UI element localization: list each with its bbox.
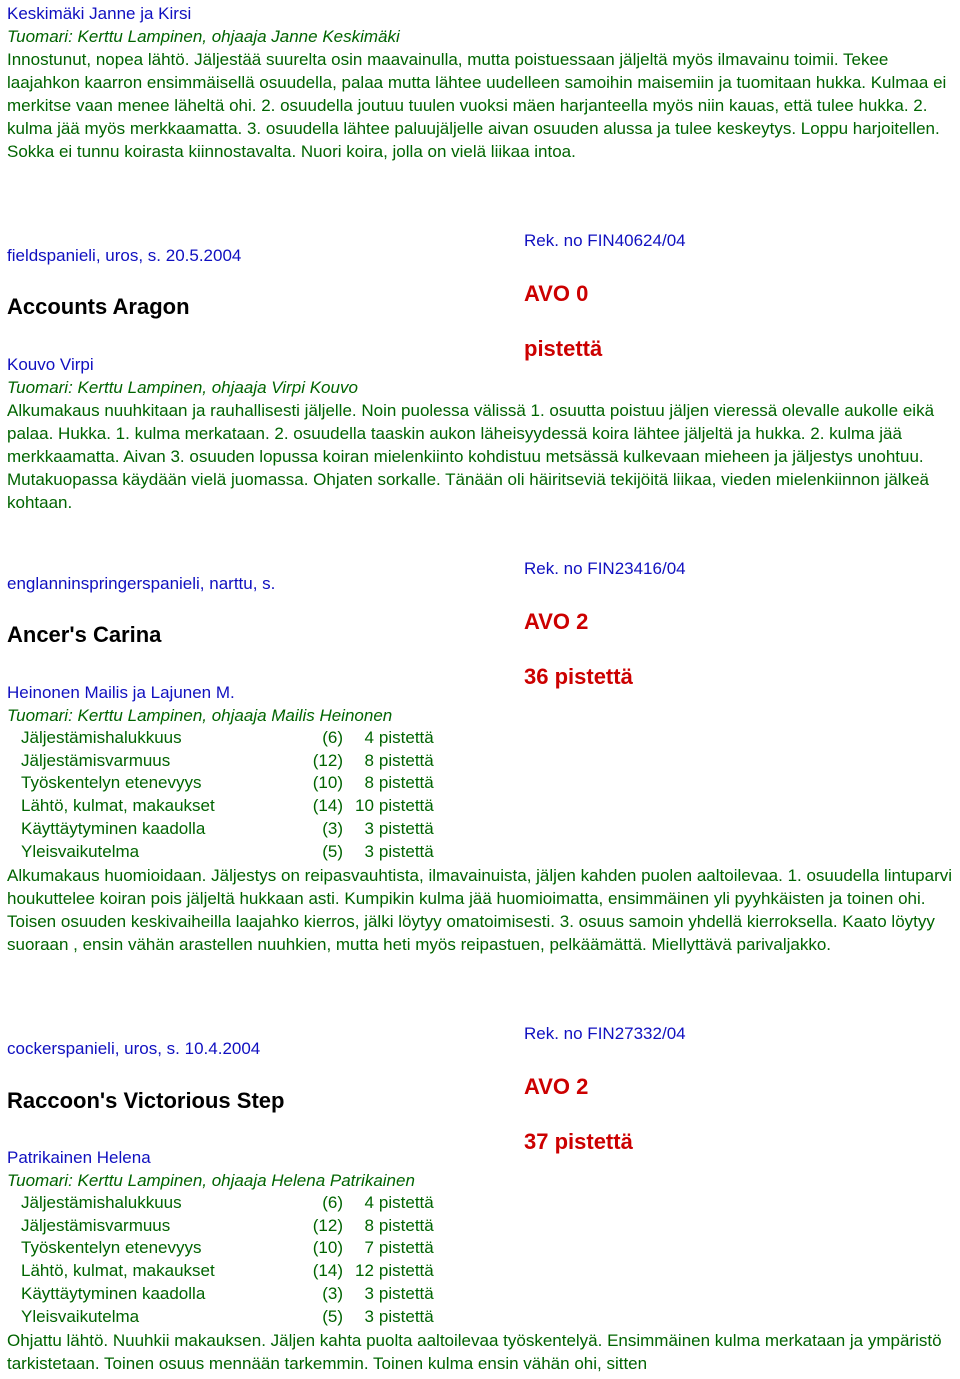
- score-label: Lähtö, kulmat, makaukset: [21, 796, 215, 816]
- score-value: 3: [364, 1306, 374, 1326]
- score-row: [21, 727, 434, 750]
- registration-number: Rek. no FIN40624/04: [524, 231, 686, 250]
- score-value: 8: [364, 773, 374, 793]
- score-value: 10: [355, 796, 374, 816]
- registration-number: Rek. no FIN23416/04: [524, 559, 686, 578]
- score-unit: pistettä: [378, 818, 434, 838]
- score-row: [21, 772, 434, 795]
- score-row: [21, 818, 434, 841]
- score-max: (10): [312, 1238, 343, 1258]
- score-unit: pistettä: [378, 1238, 434, 1258]
- breed-line: fieldspanieli, uros, s. 20.5.2004: [7, 246, 242, 265]
- breed-line: englanninspringerspanieli, narttu, s.: [7, 574, 276, 593]
- judge-line: Tuomari: Kerttu Lampinen, ohjaaja Helena Patrikainen: [7, 1171, 415, 1190]
- score-max: (5): [322, 1306, 343, 1326]
- registration-number: Rek. no FIN27332/04: [524, 1024, 686, 1043]
- judge-line: Tuomari: Kerttu Lampinen, ohjaaja Janne Keskimäki: [7, 27, 400, 46]
- score-max: (3): [322, 1283, 343, 1303]
- score-label: Lähtö, kulmat, makaukset: [21, 1261, 215, 1281]
- score-unit: pistettä: [378, 1215, 434, 1235]
- score-unit: pistettä: [378, 1306, 434, 1326]
- class-result: AVO 2: [524, 1074, 589, 1099]
- score-row: [21, 1306, 434, 1329]
- dog-name: Raccoon's Victorious Step: [7, 1088, 285, 1113]
- score-row: [21, 795, 434, 818]
- score-unit: pistettä: [378, 728, 434, 747]
- score-label: Käyttäytyminen kaadolla: [21, 818, 206, 838]
- class-result: AVO 0: [524, 281, 589, 306]
- owner-name: Keskimäki Janne ja Kirsi: [7, 4, 192, 23]
- score-value: 3: [364, 1283, 374, 1303]
- score-max: (3): [322, 818, 343, 838]
- owner-name: Kouvo Virpi: [7, 355, 94, 374]
- score-label: Yleisvaikutelma: [21, 1306, 140, 1326]
- score-unit: pistettä: [378, 796, 434, 816]
- score-table: [21, 727, 434, 863]
- score-unit: pistettä: [378, 750, 434, 770]
- dog-name: Ancer's Carina: [7, 622, 162, 647]
- score-max: (5): [322, 841, 343, 861]
- score-max: (12): [312, 750, 343, 770]
- score-row: [21, 841, 434, 864]
- score-value: 4: [364, 728, 374, 747]
- evaluation-text: Alkumakaus huomioidaan. Jäljestys on reipasvauhtista, ilmavainuista, jäljen kahden puolen aaltoilevaa. 1. osuudella lintuparvi houkuttelee koiran pois jäljeltä hukkaan asti. Kumpikin kulma jää huomioimatta, ensimmäinen yli pyyhkäisten ja toinen ohi. Toisen osuuden keskivaiheilla laajahko kierros, jälki löytyy omatoimisesti. 3. osuus samoin yhdellä kierroksella. Kaato löytyy suoraan , ensin vähän arastellen nuuhkien, mutta heti myös reipastuen, pelkäämättä. Miellyttävä parivaljakko.: [7, 866, 953, 954]
- score-unit: pistettä: [378, 773, 434, 793]
- score-value: 12: [355, 1261, 374, 1281]
- score-row: [21, 1283, 434, 1306]
- score-unit: pistettä: [378, 1283, 434, 1303]
- score-label: Yleisvaikutelma: [21, 841, 140, 861]
- score-max: (10): [312, 773, 343, 793]
- dog-name: Accounts Aragon: [7, 294, 190, 319]
- score-max: (14): [312, 796, 343, 816]
- score-label: Jäljestämisvarmuus: [21, 1215, 171, 1235]
- score-label: Jäljestämishalukkuus: [21, 728, 182, 747]
- score-value: 8: [364, 1215, 374, 1235]
- evaluation-text: Innostunut, nopea lähtö. Jäljestää suurelta osin maavainulla, mutta poistuessaan jäljeltä myös ilmavainu toimii. Tekee laajahkon kaarron ensimmäisellä osuudella, palaa mutta lähtee uudelleen samoihin maisemiin ja tuomitaan hukka. Kulmaa ei merkitse vaan menee läheltä ohi. 2. osuudella joutuu tuulen vuoksi mäen harjanteella myös niin kauas, että tulee hukka. 2. kulma jää myös merkkaamatta. 3. osuudella lähtee paluujäljelle aivan osuuden alussa ja tulee keskeytys. Loppu harjoitellen. Sokka ei tunnu koirasta kiinnostavalta. Nuori koira, jolla on vielä liikaa intoa.: [7, 50, 947, 161]
- owner-name: Patrikainen Helena: [7, 1148, 151, 1167]
- score-label: Jäljestämisvarmuus: [21, 750, 171, 770]
- score-max: (12): [312, 1215, 343, 1235]
- score-row: [21, 1192, 434, 1215]
- score-row: [21, 1215, 434, 1238]
- score-label: Työskentelyn etenevyys: [21, 773, 202, 793]
- score-max: (6): [322, 1193, 343, 1212]
- score-value: 8: [364, 750, 374, 770]
- score-max: (14): [312, 1261, 343, 1281]
- score-label: Jäljestämishalukkuus: [21, 1193, 182, 1212]
- owner-name: Heinonen Mailis ja Lajunen M.: [7, 683, 235, 702]
- score-row: [21, 750, 434, 773]
- score-value: 3: [364, 841, 374, 861]
- score-unit: pistettä: [378, 841, 434, 861]
- points-total: pistettä: [524, 336, 603, 361]
- judge-line: Tuomari: Kerttu Lampinen, ohjaaja Virpi Kouvo: [7, 378, 358, 397]
- score-unit: pistettä: [378, 1193, 434, 1212]
- score-unit: pistettä: [378, 1261, 434, 1281]
- points-total: 37 pistettä: [524, 1129, 633, 1154]
- judge-line: Tuomari: Kerttu Lampinen, ohjaaja Mailis Heinonen: [7, 706, 393, 725]
- score-label: Työskentelyn etenevyys: [21, 1238, 202, 1258]
- score-value: 7: [364, 1238, 374, 1258]
- score-row: [21, 1237, 434, 1260]
- points-total: 36 pistettä: [524, 664, 633, 689]
- score-value: 3: [364, 818, 374, 838]
- evaluation-text: Ohjattu lähtö. Nuuhkii makauksen. Jäljen kahta puolta aaltoilevaa työskentelyä. Ensimmäinen kulma merkataan ja ympäristö tarkistetaan. Toinen osuus mennään tarkemmin. Toinen kulma ensin vähän ohi, sitten: [7, 1331, 942, 1373]
- evaluation-text: Alkumakaus nuuhkitaan ja rauhallisesti jäljelle. Noin puolessa välissä 1. osuutta poistuu jäljen vieressä olevalle aukolle eikä palaa. Hukka. 1. kulma merkataan. 2. osuudella taaskin aukon läheisyydessä koira lähtee jäljeltä ja hukka. 2. kulma jää merkkaamatta. Aivan 3. osuuden lopussa koiran mielenkiinto kohdistuu metsässä kulkevaan mieheen ja jäljestys unohtuu. Mutakuopassa käydään vielä juomassa. Ohjaten sorkalle. Tänään oli häiritseviä tekijöitä liikaa, vieden mielenkiinnon jälkeä kohtaan.: [7, 401, 935, 512]
- score-label: Käyttäytyminen kaadolla: [21, 1283, 206, 1303]
- score-max: (6): [322, 728, 343, 747]
- class-result: AVO 2: [524, 609, 589, 634]
- score-row: [21, 1260, 434, 1283]
- breed-line: cockerspanieli, uros, s. 10.4.2004: [7, 1039, 261, 1058]
- score-table: [21, 1192, 434, 1328]
- score-value: 4: [364, 1193, 374, 1212]
